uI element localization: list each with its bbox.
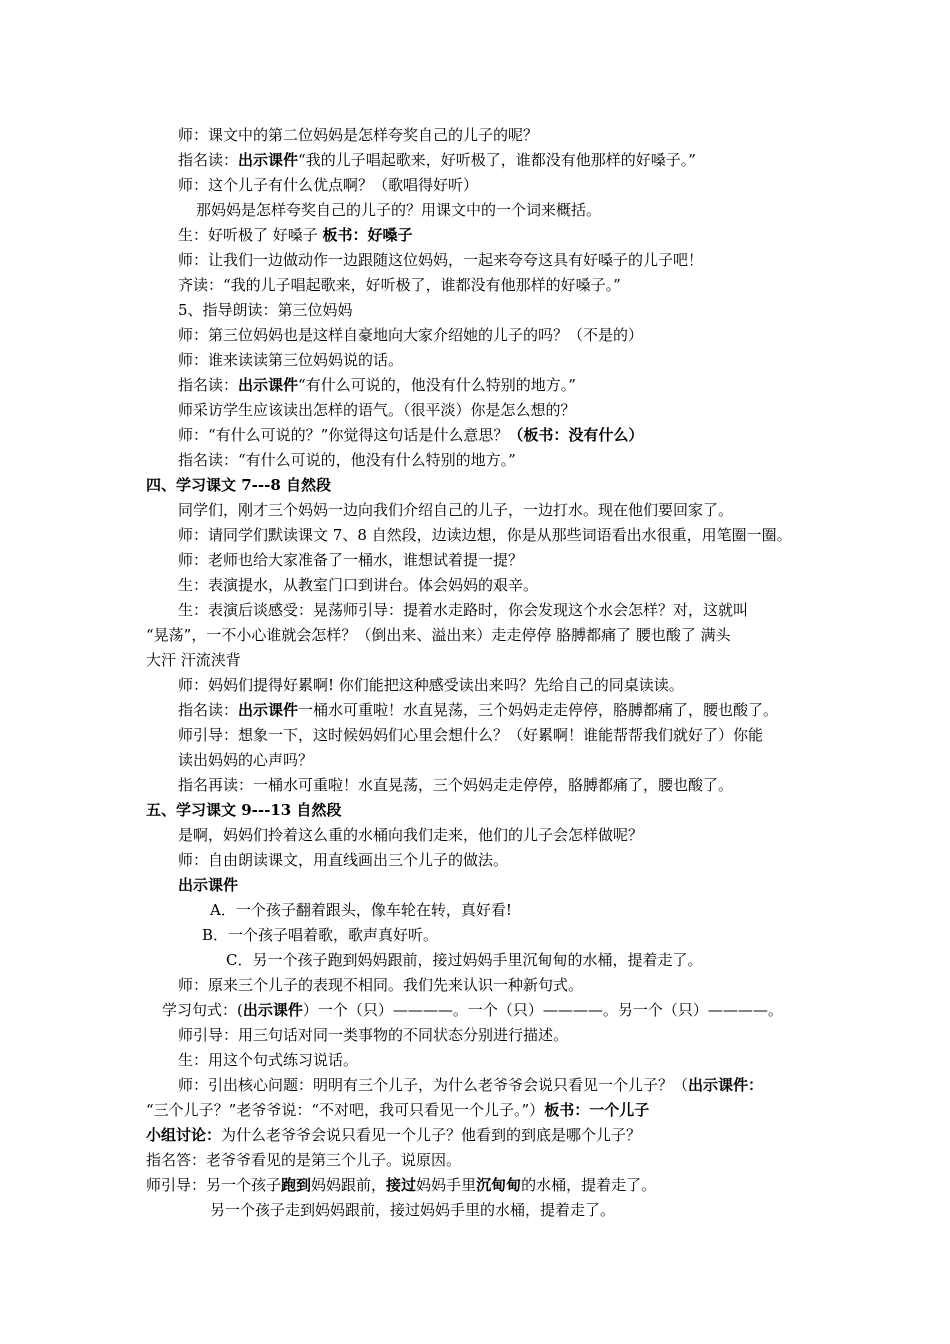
bold-text: 出示课件 xyxy=(238,151,299,169)
text-segment: 师：老师也给大家准备了一桶水，谁想试着提一提？ xyxy=(178,551,524,569)
text-segment: ）一个（只）————。一个（只）————。另一个（只）————。 xyxy=(302,1001,783,1019)
text-segment: 读出妈妈的心声吗？ xyxy=(178,751,314,769)
text-line xyxy=(178,500,733,520)
text-line xyxy=(146,1175,656,1195)
text-segment: 一桶水可重啦！水直晃荡，三个妈妈走走停停，胳膊都痛了，腰也酸了。 xyxy=(298,701,779,719)
text-line xyxy=(178,350,403,370)
text-line xyxy=(146,475,331,495)
text-line xyxy=(178,450,516,470)
text-line xyxy=(196,200,601,220)
text-line xyxy=(178,850,508,870)
text-segment: 同学们，刚才三个妈妈一边向我们介绍自己的儿子，一边打水。现在他们要回家了。 xyxy=(178,501,734,519)
text-line xyxy=(178,525,792,545)
text-line xyxy=(178,875,238,895)
text-line xyxy=(178,1050,358,1070)
bold-text: 沉甸甸 xyxy=(476,1176,522,1194)
bold-text: 板书：好嗓子 xyxy=(322,226,413,244)
text-line xyxy=(178,825,643,845)
text-line xyxy=(178,1025,568,1045)
text-segment: A．一个孩子翻着跟头，像车轮在转，真好看! xyxy=(210,901,512,919)
text-line xyxy=(178,325,643,345)
text-line xyxy=(146,625,731,645)
text-line xyxy=(178,375,576,395)
text-segment: 师：自由朗读课文，用直线画出三个儿子的做法。 xyxy=(178,851,509,869)
text-line xyxy=(178,1075,763,1095)
text-line xyxy=(178,975,583,995)
text-segment: “晃荡”，一不小心谁就会怎样？（倒出来、溢出来）走走停停 胳膊都痛了 腰也酸了 满头 xyxy=(146,626,731,644)
bold-text: 板书：一个儿子 xyxy=(544,1101,650,1119)
text-segment: 师：“有什么可说的？”你觉得这句话是什么意思？ xyxy=(178,426,509,444)
text-line xyxy=(162,1000,783,1020)
text-line xyxy=(210,900,512,920)
text-segment: 师：谁来读读第三位妈妈说的话。 xyxy=(178,351,404,369)
text-segment: B．一个孩子唱着歌，歌声真好听。 xyxy=(202,926,439,944)
text-segment: 师引导：想象一下，这时候妈妈们心里会想什么？（好累啊！谁能帮帮我们就好了）你能 xyxy=(178,726,764,744)
text-segment: 学习句式：( xyxy=(162,1001,243,1019)
bold-text: 出示课件 xyxy=(238,701,299,719)
text-segment: 师：让我们一边做动作一边跟随这位妈妈，一起来夸夸这具有好嗓子的儿子吧！ xyxy=(178,251,704,269)
text-segment: 师：引出核心问题：明明有三个儿子，为什么老爷爷会说只看见一个儿子？（ xyxy=(178,1076,689,1094)
text-segment: “三个儿子？”老爷爷说：“不对吧，我可只看见一个儿子。”） xyxy=(146,1101,545,1119)
text-segment: 指名读： xyxy=(178,151,239,169)
text-line xyxy=(178,700,778,720)
text-segment: 师引导：用三句话对同一类事物的不同状态分别进行描述。 xyxy=(178,1026,569,1044)
text-segment: “我的儿子唱起歌来，好听极了，谁都没有他那样的好嗓子。” xyxy=(298,151,696,169)
text-segment: 5、指导朗读：第三位妈妈 xyxy=(178,301,353,319)
text-line xyxy=(210,1200,615,1220)
text-segment: 的水桶，提着走了。 xyxy=(521,1176,657,1194)
text-segment: 妈妈手里 xyxy=(416,1176,477,1194)
text-segment: 妈妈跟前， xyxy=(311,1176,387,1194)
text-segment: 生：表演后谈感受：晃荡师引导：提着水走路时，你会发现这个水会怎样？对，这就叫 xyxy=(178,601,749,619)
text-segment: 师采访学生应该读出怎样的语气。（很平淡）你是怎么想的？ xyxy=(178,401,576,419)
bold-text: 跑到 xyxy=(281,1176,312,1194)
text-segment: 生：用这个句式练习说话。 xyxy=(178,1051,359,1069)
text-line xyxy=(178,600,748,620)
text-segment: 师引导：另一个孩子 xyxy=(146,1176,282,1194)
bold-text: 接过 xyxy=(386,1176,417,1194)
text-segment: 生：表演提水，从教室门口到讲台。体会妈妈的艰辛。 xyxy=(178,576,539,594)
text-line xyxy=(146,650,241,670)
text-segment: “有什么可说的，他没有什么特别的地方。” xyxy=(298,376,576,394)
bold-text: 出示课件： xyxy=(688,1076,764,1094)
text-segment: 是啊，妈妈们拎着这么重的水桶向我们走来，他们的儿子会怎样做呢？ xyxy=(178,826,644,844)
bold-text: 出示课件 xyxy=(238,376,299,394)
text-segment: 师：课文中的第二位妈妈是怎样夸奖自己的儿子的呢？ xyxy=(178,126,539,144)
bold-text: 出示课件 xyxy=(178,876,239,894)
text-line xyxy=(178,150,696,170)
text-line xyxy=(226,950,702,970)
text-line xyxy=(178,675,684,695)
text-line xyxy=(178,175,478,195)
text-line xyxy=(178,725,763,745)
bold-text: 小组讨论： xyxy=(146,1126,222,1144)
text-line xyxy=(178,300,353,320)
text-segment: 大汗 汗流浃背 xyxy=(146,651,241,669)
text-line xyxy=(146,1125,641,1145)
text-line xyxy=(146,1150,461,1170)
text-segment: 另一个孩子走到妈妈跟前，接过妈妈手里的水桶，提着走了。 xyxy=(210,1201,616,1219)
text-segment: 师：请同学们默读课文 7、8 自然段，边读边想，你是从那些词语看出水很重，用笔圈一圈。 xyxy=(178,526,792,544)
text-segment: 师：第三位妈妈也是这样自豪地向大家介绍她的儿子的吗？（不是的） xyxy=(178,326,644,344)
text-line xyxy=(178,275,621,295)
text-line xyxy=(178,550,523,570)
text-segment: 师：这个儿子有什么优点啊？（歌唱得好听） xyxy=(178,176,479,194)
text-line xyxy=(178,225,413,245)
text-line xyxy=(178,400,576,420)
bold-text: 四、学习课文 7---8 自然段 xyxy=(146,476,331,494)
text-line xyxy=(178,425,643,445)
text-segment: 指名答：老爷爷看见的是第三个儿子。说原因。 xyxy=(146,1151,462,1169)
text-line xyxy=(146,1100,649,1120)
text-segment: C．另一个孩子跑到妈妈跟前，接过妈妈手里沉甸甸的水桶，提着走了。 xyxy=(226,951,703,969)
text-segment: 指名读： xyxy=(178,701,239,719)
bold-text: 出示课件 xyxy=(242,1001,303,1019)
text-segment: 指名读：“有什么可说的，他没有什么特别的地方。” xyxy=(178,451,516,469)
text-line xyxy=(178,250,703,270)
text-line xyxy=(178,575,538,595)
text-line xyxy=(178,125,538,145)
text-line xyxy=(178,750,313,770)
text-segment: 齐读：“我的儿子唱起歌来，好听极了，谁都没有他那样的好嗓子。” xyxy=(178,276,621,294)
text-segment: 为什么老爷爷会说只看见一个儿子？他看到的到底是哪个儿子？ xyxy=(221,1126,642,1144)
text-segment: 生：好听极了 好嗓子 xyxy=(178,226,323,244)
text-segment: 那妈妈是怎样夸奖自己的儿子的？用课文中的一个词来概括。 xyxy=(196,201,602,219)
text-line xyxy=(202,925,438,945)
text-line xyxy=(146,800,341,820)
text-segment: 指名读： xyxy=(178,376,239,394)
bold-text: （板书：没有什么） xyxy=(508,426,644,444)
text-segment: 师：原来三个儿子的表现不相同。我们先来认识一种新句式。 xyxy=(178,976,584,994)
text-segment: 指名再读：一桶水可重啦！水直晃荡，三个妈妈走走停停，胳膊都痛了，腰也酸了。 xyxy=(178,776,734,794)
text-segment: 师：妈妈们提得好累啊! 你们能把这种感受读出来吗？先给自己的同桌读读。 xyxy=(178,676,684,694)
text-line xyxy=(178,775,733,795)
bold-text: 五、学习课文 9---13 自然段 xyxy=(146,801,342,819)
